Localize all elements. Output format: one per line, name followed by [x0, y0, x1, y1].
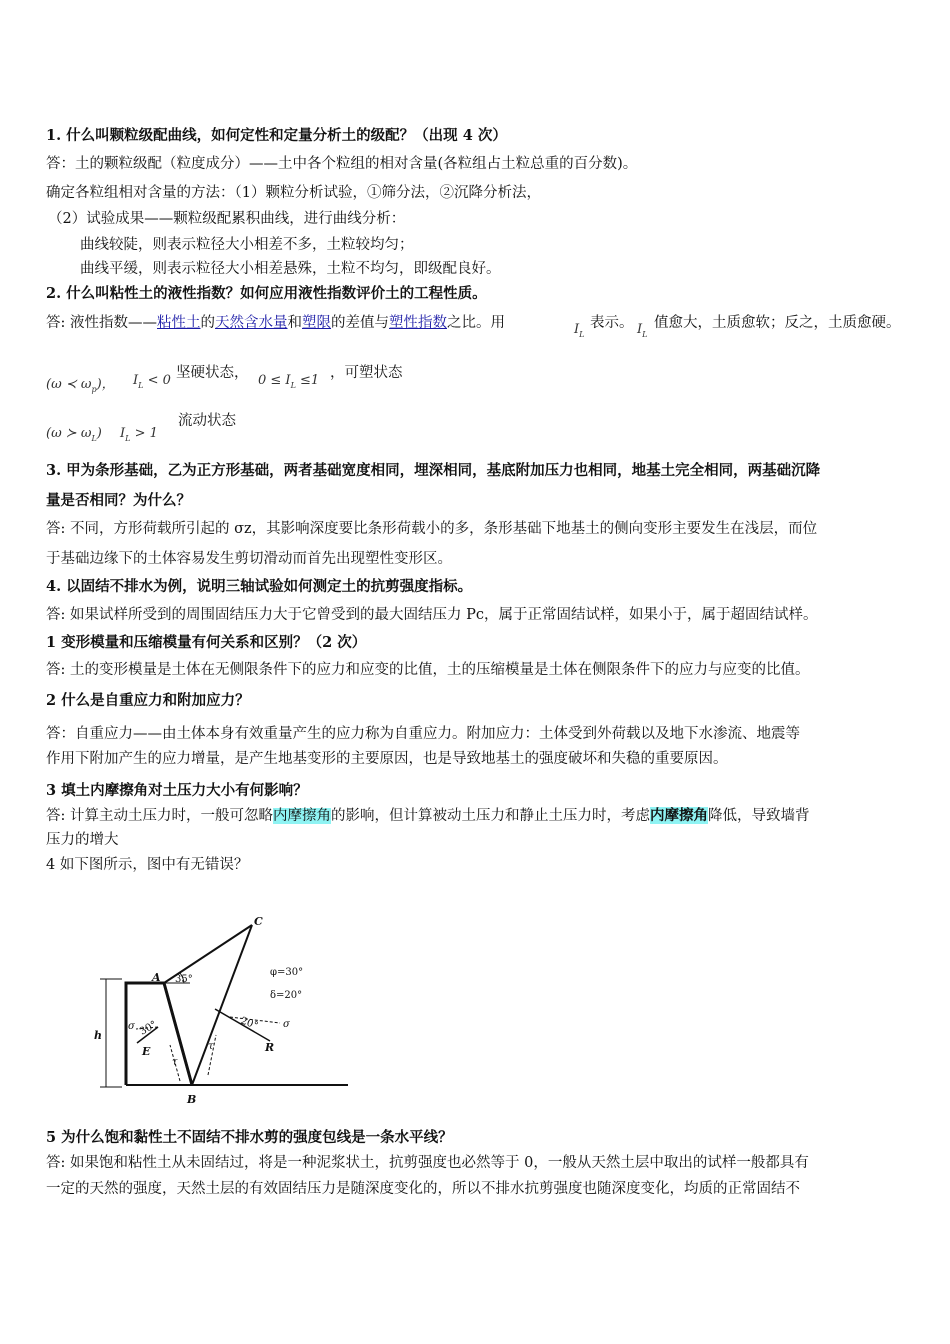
q1-answer-line: 曲线较陡，则表示粒径大小相差不多，土粒较均匀；: [80, 237, 414, 253]
q2-text: 值愈大，土质愈软；反之，土质愈硬。: [654, 315, 901, 331]
q1-answer-line: 确定各粒组相对含量的方法：（1）颗粒分析试验，①筛分法，②沉降分析法，: [46, 185, 541, 201]
state-hard: 坚硬状态，: [176, 365, 249, 381]
s3-answer-line: 压力的增大: [46, 832, 119, 848]
s3-title: 3 填土内摩擦角对土压力大小有何影响？: [46, 782, 308, 799]
s1-answer-line: 答: 土的变形模量是土体在无侧限条件下的应力和应变的比值，土的压缩模量是土体在侧限条件下的应力与应变的比值。: [46, 662, 810, 678]
s5-title: 5 为什么饱和黏性土不固结不排水剪的强度包线是一条水平线？: [46, 1129, 453, 1146]
q1-answer-line: 曲线平缓，则表示粒径大小相差悬殊，土粒不均匀，即级配良好。: [80, 261, 501, 277]
param-phi: φ=30°: [270, 967, 304, 978]
q4-title: 4. 以固结不排水为例，说明三轴试验如何测定土的抗剪强度指标。: [46, 578, 473, 595]
s2-title: 2 什么是自重应力和附加应力？: [46, 692, 250, 709]
angle-35: 35°: [175, 974, 193, 985]
link-natural-water-content[interactable]: 天然含水量: [215, 315, 288, 331]
wall-outline: [126, 983, 192, 1085]
s5-answer-line: 答: 如果饱和粘性土从未固结过，将是一种泥浆状土，抗剪强度也必然等于 0，一般从天然土层中取出的试样一般都具有: [46, 1155, 809, 1171]
param-delta: δ=20°: [270, 990, 303, 1001]
s3-answer-line: [46, 806, 810, 826]
label-a: A: [152, 971, 161, 984]
link-cohesive-soil[interactable]: 粘性土: [157, 315, 201, 331]
s2-answer-line: 作用下附加产生的应力增量，是产生地基变形的主要原因，也是导致地基土的强度破坏和失稳的重要原因。: [46, 751, 728, 767]
formula-il-lt-0: $I_L < 0$: [133, 373, 171, 390]
q1-answer-line: 答：土的颗粒级配（粒度成分）——土中各个粒组的相对含量(各粒组占土粒总重的百分数)。: [46, 156, 638, 172]
angle-30: 30°: [138, 1019, 159, 1038]
q1-answer-line: （2）试验成果——颗粒级配累积曲线，进行曲线分析：: [48, 211, 406, 227]
label-e: E: [142, 1045, 151, 1058]
s3-text: 降低，导致墙背: [708, 808, 810, 824]
q3-answer-line: 答: 不同，方形荷载所引起的 σz，其影响深度要比条形荷载小的多，条形基础下地基土的侧向变形主要发生在浅层，而位: [46, 521, 818, 537]
s3-text: 答: 计算主动土压力时，一般可忽略: [46, 808, 273, 824]
tau-left-label: τ: [172, 1057, 178, 1068]
label-h: h: [94, 1029, 102, 1042]
q2-text: 的: [200, 315, 215, 331]
label-r: R: [265, 1041, 275, 1054]
formula-omega-lt-omegap: (ω ≺ $\omega_p$)，: [46, 377, 115, 394]
q3-title: 量是否相同？为什么？: [46, 492, 191, 509]
highlight-friction-angle: 内摩擦角: [273, 808, 331, 824]
retaining-wall-figure: [80, 905, 360, 1115]
q2-text: 和: [287, 315, 302, 331]
s5-answer-line: 一定的天然的强度，天然土层的有效固结压力是随深度变化的，所以不排水抗剪强度也随深度变化，均质的正常固结不: [46, 1181, 800, 1197]
s4-title: 4 如下图所示，图中有无错误？: [46, 857, 249, 873]
s3-text: 的影响，但计算被动土压力和静止土压力时，考虑: [331, 808, 650, 824]
angle-20: 20°: [238, 1015, 260, 1032]
il-symbol: $I_L$: [574, 322, 585, 339]
line-cb: [192, 925, 252, 1085]
q4-answer-line: 答: 如果试样所受到的周围固结压力大于它曾受到的最大固结压力 Pc，属于正常固结试样，如果小于，属于超固结试样。: [46, 607, 818, 623]
state-plastic: ，可塑状态: [330, 365, 403, 381]
il-symbol: $I_L$: [637, 322, 648, 339]
formula-il-gt-1: $I_L > 1$: [120, 426, 158, 443]
q3-answer-line: 于基础边缘下的土体容易发生剪切滑动而首先出现塑性变形区。: [46, 551, 452, 567]
sigma-right: σ: [283, 1019, 290, 1030]
q1-title: 1. 什么叫颗粒级配曲线，如何定性和定量分析土的级配？（出现 4 次）: [46, 127, 507, 144]
formula-omega-gt-omegal: (ω ≻ $\omega_L$): [46, 426, 102, 443]
s2-answer-line: 答：自重应力——由土体本身有效重量产生的应力称为自重应力。附加应力：土体受到外荷载以及地下水渗流、地震等: [46, 726, 800, 742]
q3-title: 3. 甲为条形基础，乙为正方形基础，两者基础宽度相同，埋深相同，基底附加压力也相同，地基土完全相同，两基础沉降: [46, 462, 821, 479]
state-flow: 流动状态: [178, 413, 236, 429]
label-c: C: [254, 915, 263, 928]
link-plasticity-index[interactable]: 塑性指数: [389, 315, 447, 331]
s1-title: 1 变形模量和压缩模量有何关系和区别？（2 次）: [46, 634, 367, 651]
q2-title: 2. 什么叫粘性土的液性指数？如何应用液性指数评价土的工程性质。: [46, 285, 487, 302]
label-b: B: [187, 1093, 197, 1106]
q2-answer-line: [46, 313, 505, 333]
formula-0-le-il-le-1: $0 \le I_L \le 1$: [258, 373, 320, 390]
highlight-friction-angle: 内摩擦角: [650, 807, 708, 824]
q2-prefix: 答: 液性指数——: [46, 315, 157, 331]
link-plastic-limit[interactable]: 塑限: [302, 315, 331, 331]
tau-right-label: τ: [208, 1041, 214, 1052]
q2-text: 的差值与: [331, 315, 389, 331]
q2-text: 之比。用: [447, 315, 505, 331]
sigma-left: σ: [128, 1021, 135, 1032]
q2-text: 表示。: [590, 315, 634, 331]
line-ab: [164, 983, 192, 1085]
